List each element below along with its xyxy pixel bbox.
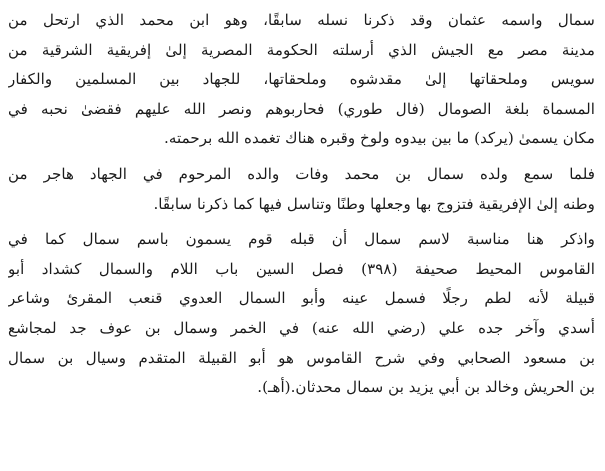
- text-line: سمال واسمه عثمان وقد ذكرنا نسله سابقًا، وهو ابن محمد الذي ارتحل من: [8, 11, 595, 29]
- text-line: المسماة بلغة الصومال (فال طوري) فحاربوهم ونصر الله عليهم فقضىٰ نحبه في: [8, 99, 595, 118]
- paragraph-name-origin: [8, 225, 595, 403]
- text-line: القاموس المحيط صحيفة (٣٩٨) فصل السين باب اللام والسمال كشداد أبو: [8, 259, 595, 278]
- text-line: فلما سمع ولده سمال بن محمد وفات والده المرحوم في الجهاد هاجر من: [8, 164, 595, 183]
- text-line: أسدي وآخر جده علي (رضي الله عنه) في الخمر وسمال بن عوف جد لمجاشع: [8, 318, 595, 337]
- text-line: مكان يسمىٰ (يركد) ما بين بيدوه ولوخ وقبره هناك تغمده الله برحمته.: [164, 129, 595, 148]
- text-line: مدينة مصر مع الجيش الذي أرسلته الحكومة المصرية إلىٰ إفريقية الشرقية من: [8, 40, 595, 59]
- paragraph-son-migration: [8, 160, 595, 219]
- text-line: سويس وملحقاتها إلىٰ مقدشوه وملحقاتها، للجهاد بين المسلمين والكفار: [8, 70, 595, 89]
- text-line: وطنه إلىٰ الإفريقية فتزوج بها وجعلها وطنًا وتناسل فيها كما ذكرنا سابقًا.: [153, 194, 595, 213]
- paragraph-osman-lineage: [8, 6, 595, 154]
- text-line: قبيلة لأنه لطم رجلًا فسمل عينه وأبو السمال العدوي قنعب المقرئ وشاعر: [8, 289, 595, 308]
- text-line: بن مسعود الصحابي وفي شرح القاموس هو أبو القبيلة المتقدم وسيال بن سمال: [8, 348, 595, 367]
- text-line: بن الحريش وخالد بن أبي يزيد بن سمال محدثان.(أهـ).: [257, 378, 595, 397]
- text-line: واذكر هنا مناسبة لاسم سمال أن قبله قوم يسمون باسم سمال كما في: [8, 230, 595, 249]
